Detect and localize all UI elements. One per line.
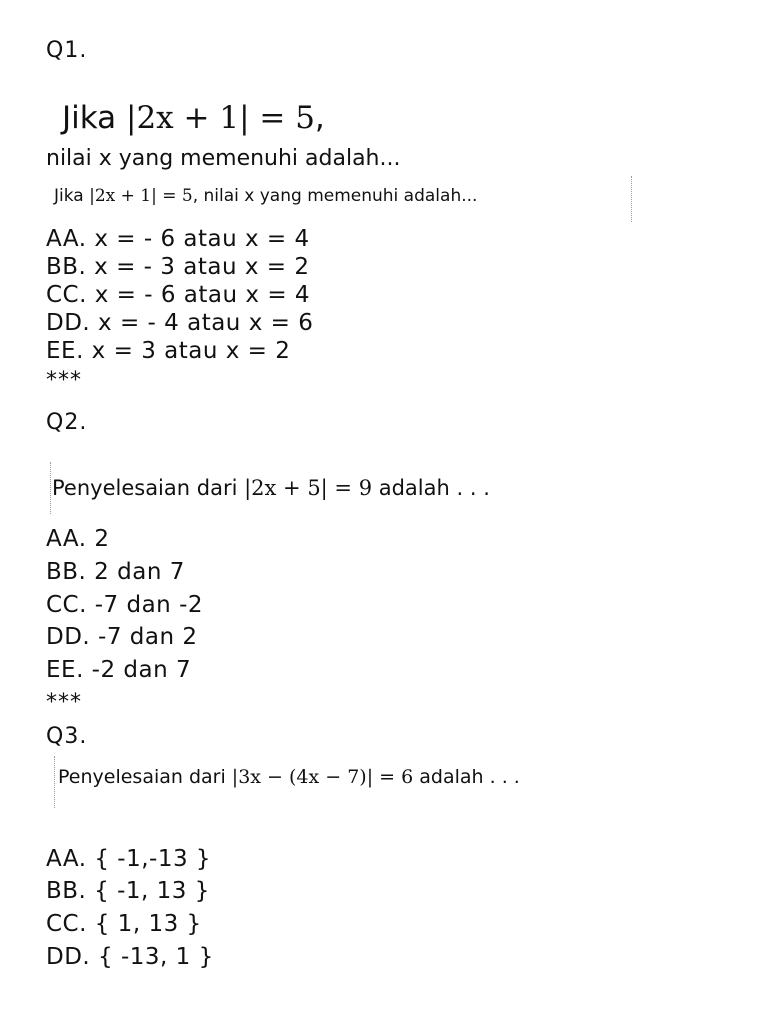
question-2-option-b[interactable]: BB. 2 dan 7 (46, 559, 185, 585)
question-2-snippet-math: |2x + 5| = 9 (244, 476, 373, 500)
question-1-heading-prefix: Jika (62, 100, 127, 136)
question-2-option-d[interactable]: DD. -7 dan 2 (46, 624, 198, 650)
question-3-snippet-suffix: adalah . . . (413, 766, 520, 788)
question-3-option-a[interactable]: AA. { -1,-13 } (46, 846, 212, 872)
question-1-heading (62, 100, 325, 136)
question-1-stem-text: nilai x yang memenuhi adalah... (46, 146, 401, 171)
question-3-option-b[interactable]: BB. { -1, 13 } (46, 878, 210, 904)
question-3-snippet-prefix: Penyelesaian dari (58, 766, 232, 788)
question-1-snippet-border (631, 176, 632, 222)
question-1-heading-math: |2x + 1| = 5 (126, 100, 315, 136)
question-1-option-d[interactable]: DD. x = - 4 atau x = 6 (46, 310, 314, 336)
question-2-snippet-suffix: adalah . . . (372, 476, 490, 500)
question-1-option-c[interactable]: CC. x = - 6 atau x = 4 (46, 282, 311, 308)
question-2-snippet-prefix: Penyelesaian dari (52, 476, 245, 500)
question-1-option-e[interactable]: EE. x = 3 atau x = 2 (46, 338, 291, 364)
question-1-snippet (54, 186, 477, 206)
question-1-snippet-math: |2x + 1| = 5 (89, 186, 193, 206)
question-3-option-d[interactable]: DD. { -13, 1 } (46, 944, 214, 970)
question-2-snippet (52, 476, 490, 500)
question-3-label: Q3. (46, 724, 88, 749)
question-1-heading-suffix: , (314, 100, 325, 136)
question-1-snippet-prefix: Jika (54, 186, 90, 206)
question-1-option-b[interactable]: BB. x = - 3 atau x = 2 (46, 254, 310, 280)
question-2-option-e[interactable]: EE. -2 dan 7 (46, 657, 192, 683)
question-1-separator: *** (46, 368, 82, 393)
question-3-snippet-border (54, 756, 55, 808)
question-2-snippet-border (50, 462, 51, 514)
question-1-option-a[interactable]: AA. x = - 6 atau x = 4 (46, 226, 310, 252)
question-3-option-c[interactable]: CC. { 1, 13 } (46, 911, 202, 937)
question-3-snippet (58, 766, 520, 788)
question-2-separator: *** (46, 690, 82, 715)
question-2-option-c[interactable]: CC. -7 dan -2 (46, 592, 203, 618)
question-1-label: Q1. (46, 38, 88, 63)
question-1-snippet-suffix: , nilai x yang memenuhi adalah... (192, 186, 478, 206)
question-3-snippet-math: |3x − (4x − 7)| = 6 (231, 766, 414, 788)
question-2-option-a[interactable]: AA. 2 (46, 526, 110, 552)
question-2-label: Q2. (46, 410, 88, 435)
